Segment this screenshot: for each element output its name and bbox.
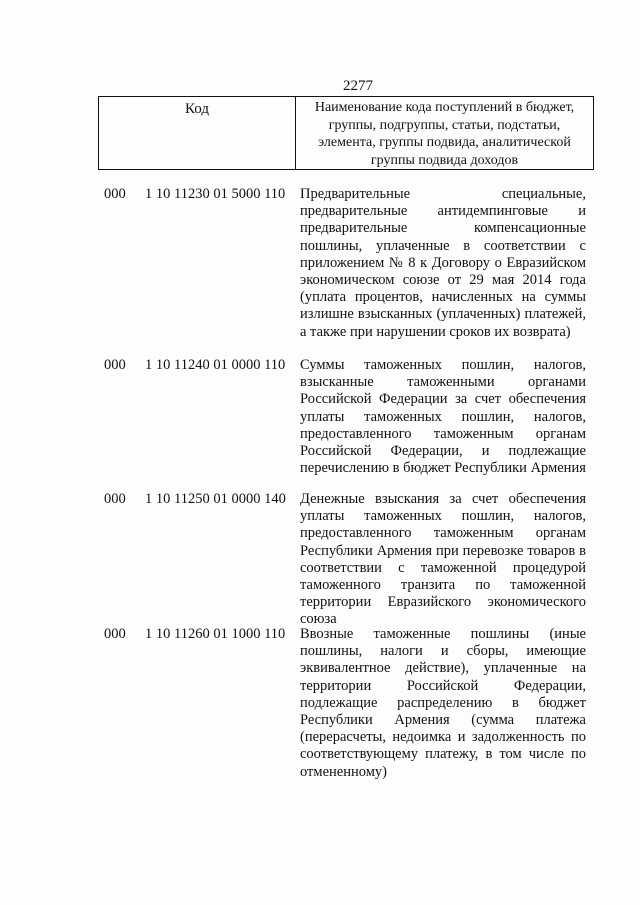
- income-code: 1 10 11240 01 0000 110: [145, 357, 286, 373]
- header-name-cell: Наименование кода поступлений в бюджет, группы, подгруппы, статьи, подстатьи, элемента, группы подвида, аналитической группы подвида доходов: [296, 97, 594, 170]
- income-description: Суммы таможенных пошлин, налогов, взысканные таможенными органами Российской Федерации за счет обеспечения уплаты таможенных пошлин, налогов, предоставленного таможенным органам Российской Федерации, и подлежащие перечислению в бюджет Республики Армения: [300, 357, 586, 477]
- header-table: [98, 96, 594, 170]
- income-description: Ввозные таможенные пошлины (иные пошлины, налоги и сборы, имеющие эквивалентное действие), уплаченные на территории Российской Федерации, подлежащие распределению в бюджет Республики Армения (сумма платежа (перерасчеты, недоимка и задолженность по соответствующему платежу, в том числе по отмененному): [300, 626, 586, 780]
- income-code: 1 10 11250 01 0000 140: [145, 491, 286, 507]
- income-code: 1 10 11260 01 1000 110: [145, 626, 286, 642]
- income-description: Денежные взыскания за счет обеспечения уплаты таможенных пошлин, налогов, предоставленного таможенным органам Республики Армения при перевозке товаров в соответствии с таможенной процедурой таможенного транзита по таможенной территории Евразийского экономического союза: [300, 491, 586, 628]
- admin-code: 000: [104, 186, 126, 202]
- admin-code: 000: [104, 491, 126, 507]
- income-code: 1 10 11230 01 5000 110: [145, 186, 286, 202]
- admin-code: 000: [104, 626, 126, 642]
- income-description: Предварительные специальные, предварительные антидемпинговые и предварительные компенсационные пошлины, уплаченные в соответствии с приложением № 8 к Договору о Евразийском экономическом союзе от 29 мая 2014 года (уплата процентов, начисленных на суммы излишне взысканных (уплаченных) платежей, а также при нарушении сроков их возврата): [300, 186, 586, 340]
- page-number: 2277: [343, 78, 373, 94]
- admin-code: 000: [104, 357, 126, 373]
- header-code-cell: Код: [99, 97, 296, 170]
